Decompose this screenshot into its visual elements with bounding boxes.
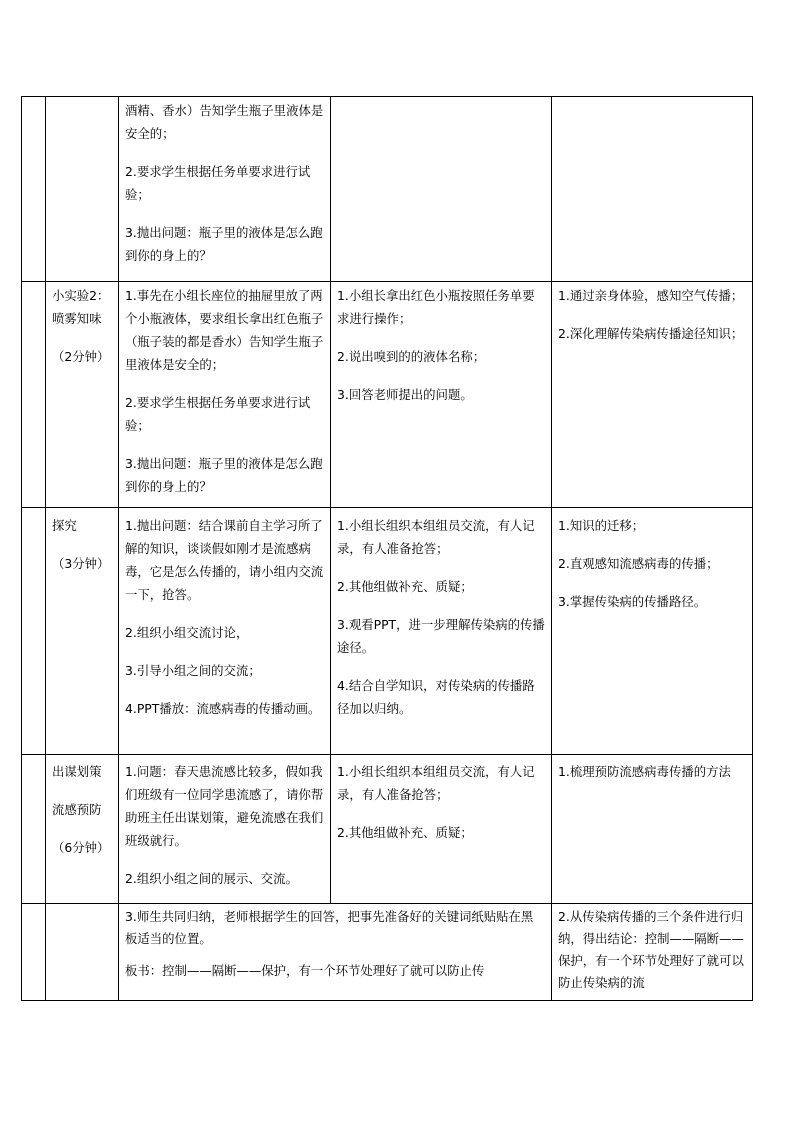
cell-paragraph: 2.要求学生根据任务单要求进行试验； <box>125 395 311 433</box>
cell-paragraph: 1.事先在小组长座位的抽屉里放了两个小瓶液体，要求组长拿出红色瓶子（瓶子装的都是香水）告知学生瓶子里液体是安全的； <box>125 288 324 372</box>
table-border <box>752 96 753 1001</box>
table-border <box>21 754 753 755</box>
table-border <box>21 507 753 508</box>
teacher-activity-cell <box>119 514 330 720</box>
table-border <box>21 96 22 1001</box>
purpose-cell <box>552 514 752 613</box>
cell-paragraph: 1.小组长组织本组组员交流，有人记录，有人准备抢答； <box>337 764 535 802</box>
student-activity-cell <box>331 514 551 720</box>
cell-paragraph: 2.组织小组之间的展示、交流。 <box>125 871 298 886</box>
cell-paragraph: 3.引导小组之间的交流； <box>125 663 261 678</box>
cell-paragraph: 1.问题：春天患流感比较多，假如我们班级有一位同学患流感了，请你帮助班主任出谋划策，避免流感在我们班级就行。 <box>125 764 324 848</box>
merged-activity-cell <box>119 906 551 982</box>
student-activity-cell <box>331 760 551 844</box>
table-border <box>21 903 753 904</box>
cell-paragraph: 4.PPT播放：流感病毒的传播动画。 <box>125 701 321 716</box>
student-activity-cell <box>331 284 551 406</box>
table-border <box>21 281 753 282</box>
cell-paragraph: 2.其他组做补充、质疑； <box>337 579 473 594</box>
cell-paragraph: 1.通过亲身体验，感知空气传播； <box>558 288 744 303</box>
stage-cell <box>46 514 118 575</box>
stage-cell <box>46 284 118 368</box>
stage-duration: （6分钟） <box>52 840 110 855</box>
cell-paragraph: 酒精、香水）告知学生瓶子里液体是安全的； <box>125 103 324 141</box>
teacher-activity-cell <box>119 99 330 267</box>
cell-paragraph: 3.观看PPT，进一步理解传染病的传播途径。 <box>337 617 545 655</box>
purpose-cell <box>552 760 752 783</box>
cell-paragraph: 3.师生共同归纳，老师根据学生的回答，把事先准备好的关键词纸贴贴在黑板适当的位置。 <box>125 909 534 946</box>
table-border <box>21 1000 753 1001</box>
purpose-cell <box>552 906 752 1000</box>
cell-paragraph: 1.抛出问题：结合课前自主学习所了解的知识，谈谈假如刚才是流感病毒，它是怎么传播的，请小组内交流一下，抢答。 <box>125 518 324 602</box>
cell-paragraph: 3.抛出问题：瓶子里的液体是怎么跑到你的身上的？ <box>125 225 323 263</box>
cell-paragraph: 1.小组长组织本组组员交流，有人记录，有人准备抢答； <box>337 518 535 556</box>
cell-paragraph: 2.组织小组交流讨论， <box>125 625 249 640</box>
cell-paragraph: 4.结合自学知识，对传染病的传播路径加以归纳。 <box>337 678 535 716</box>
cell-paragraph: 3.抛出问题：瓶子里的液体是怎么跑到你的身上的？ <box>125 456 323 494</box>
cell-paragraph: 2.深化理解传染病传播途径知识； <box>558 326 744 341</box>
cell-paragraph: 板书：控制——隔断——保护，有一个环节处理好了就可以防止传 <box>125 963 485 978</box>
stage-duration: （3分钟） <box>52 556 110 571</box>
stage-title: 探究 <box>52 518 77 533</box>
teacher-activity-cell <box>119 284 330 498</box>
cell-paragraph: 2.从传染病传播的三个条件进行归纳，得出结论：控制——隔断——保护，有一个环节处理好了就可以防止传染病的流 <box>558 909 744 990</box>
cell-paragraph: 2.说出嗅到的的液体名称； <box>337 349 486 364</box>
stage-duration: （2分钟） <box>52 349 110 364</box>
cell-paragraph: 1.小组长拿出红色小瓶按照任务单要求进行操作； <box>337 288 535 326</box>
cell-paragraph: 3.回答老师提出的问题。 <box>337 387 473 402</box>
stage-title: 流感预防 <box>52 802 102 817</box>
cell-paragraph: 1.知识的迁移； <box>558 518 645 533</box>
stage-cell <box>46 760 118 859</box>
cell-paragraph: 1.梳理预防流感病毒传播的方法 <box>558 764 731 779</box>
table-border <box>21 96 753 97</box>
cell-paragraph: 2.其他组做补充、质疑； <box>337 825 473 840</box>
stage-title: 出谋划策 <box>52 764 102 779</box>
cell-paragraph: 2.直观感知流感病毒的传播； <box>558 556 719 571</box>
purpose-cell <box>552 284 752 345</box>
teacher-activity-cell <box>119 760 330 890</box>
cell-paragraph: 3.掌握传染病的传播路径。 <box>558 594 707 609</box>
stage-title: 小实验2：喷雾知味 <box>52 288 110 326</box>
cell-paragraph: 2.要求学生根据任务单要求进行试验； <box>125 164 311 202</box>
